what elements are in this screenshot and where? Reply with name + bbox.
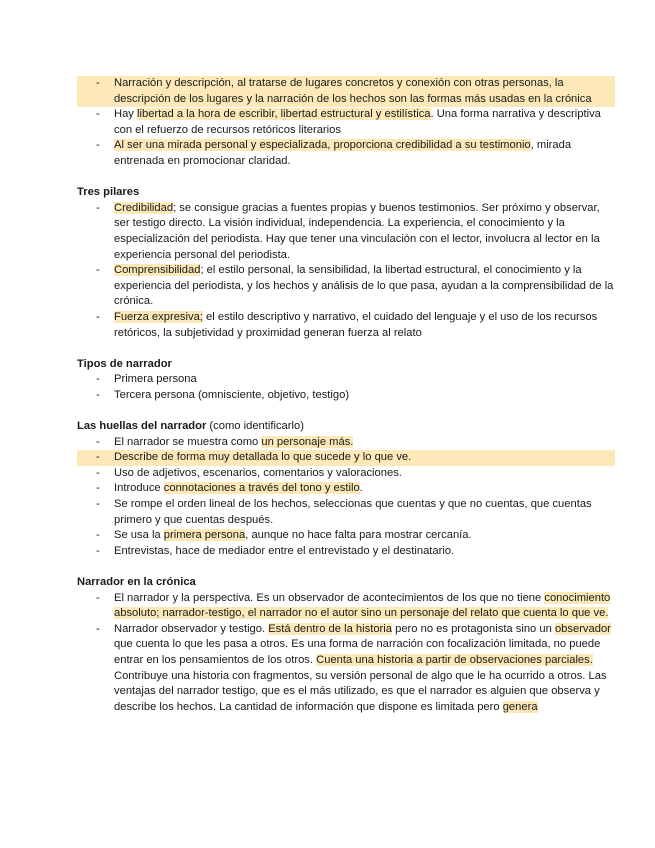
list-item [77,450,615,466]
intro-list [77,76,615,170]
list-item: - Uso de adjetivos, escenarios, comentarios y valoraciones. [77,466,615,482]
list-item [77,76,615,107]
tres-pilares-list [77,201,615,341]
list-item: - Tercera persona (omnisciente, objetivo, testigo) [77,388,615,404]
highlighted-text: Al ser una mirada personal y especializada, proporciona credibilidad a su testimonio [114,139,531,152]
highlighted-text: primera persona [163,529,246,542]
list-item: - Narrador observador y testigo. Está dentro de la historia pero no es protagonista sino un observador que cuenta lo que les pasa a otros. Es una forma de narración con focalización limitada, no puede entrar en los pensamientos de los otros. Cuenta una historia a partir de observaciones parciales. Contribuye una historia con fragmentos, su versión personal de algo que le ha ocurrido a otros. Las ventajas del narrador testigo, que es el más utilizado, es que el narrador es alguien que observa y describe los hechos. La cantidad de información que dispone es limitada pero genera [77,622,615,716]
highlighted-text: Fuerza expresiva; [114,310,203,323]
list-item: - Primera persona [77,372,615,388]
highlighted-text: genera [502,700,538,713]
highlighted-text: Comprensibilidad [114,264,201,277]
highlighted-text: conocimiento absoluto; narrador-testigo, el narrador no el autor sino un personaje del relato que cuenta lo que ve. [114,591,611,620]
highlighted-text: libertad a la hora de escribir, libertad estructural y estilística [137,108,431,121]
highlighted-text: Está dentro de la historia [268,622,392,635]
list-item: - Se rompe el orden lineal de los hechos, seleccionas que cuentas y que no cuentas, que cuentas primero y que cuentas después. [77,497,615,528]
highlighted-text: Describe de forma muy detallada lo que sucede y lo que ve. [114,451,412,464]
highlighted-text: Credibilidad [114,201,174,214]
section-heading-huellas: Las huellas del narrador (como identificarlo) [77,420,304,433]
list-item: - Introduce connotaciones a través del tono y estilo. [77,481,615,497]
section-heading-tres-pilares: Tres pilares [77,186,140,199]
highlighted-text: un personaje más. [261,435,354,448]
section-heading-tipos-narrador: Tipos de narrador [77,357,172,370]
narrador-cronica-list [77,591,615,716]
list-item: - Hay libertad a la hora de escribir, libertad estructural y estilística. Una forma narrativa y descriptiva con el refuerzo de recursos retóricos literarios [77,107,615,138]
huellas-list [77,435,615,560]
list-item: - Se usa la primera persona, aunque no hace falta para mostrar cercanía. [77,528,615,544]
list-item: - Al ser una mirada personal y especializada, proporciona credibilidad a su testimonio, mirada entrenada en promocionar claridad. [77,138,615,169]
list-item: - Entrevistas, hace de mediador entre el entrevistado y el destinatario. [77,544,615,560]
section-heading-narrador-cronica: Narrador en la crónica [77,576,196,588]
highlighted-text: observador [554,622,611,635]
list-item: - Fuerza expresiva; el estilo descriptivo y narrativo, el cuidado del lenguaje y el uso de los recursos retóricos, la subjetividad y proximidad generan fuerza al relato [77,310,615,341]
list-item: - Comprensibilidad; el estilo personal, la sensibilidad, la libertad estructural, el conocimiento y la experiencia del periodista, y los hechos y análisis de lo que pasa, ayudan a la comprensibilidad de la crónica. [77,263,615,310]
highlighted-text: Narración y descripción, al tratarse de lugares concretos y conexión con otras personas, la descripción de los lugares y la narración de los hechos son las formas más usadas en la crónica [114,77,592,105]
highlighted-text: Cuenta una historia a partir de observaciones parciales. [316,653,593,666]
list-item: - Credibilidad; se consigue gracias a fuentes propias y buenos testimonios. Ser próximo y observar, ser testigo directo. La visión individual, independencia. La experiencia, el conocimiento y la especialización del periodista. Hay que tener una vinculación con el lector, involucra al lector en la experiencia personal del periodista. [77,201,615,263]
list-item: - El narrador se muestra como un personaje más. [77,435,615,451]
highlighted-text: connotaciones a través del tono y estilo [163,482,360,495]
list-item: - El narrador y la perspectiva. Es un observador de acontecimientos de los que no tiene conocimiento absoluto; narrador-testigo, el narrador no el autor sino un personaje del relato que cuenta lo que ve. [77,591,615,622]
tipos-narrador-list [77,372,615,403]
